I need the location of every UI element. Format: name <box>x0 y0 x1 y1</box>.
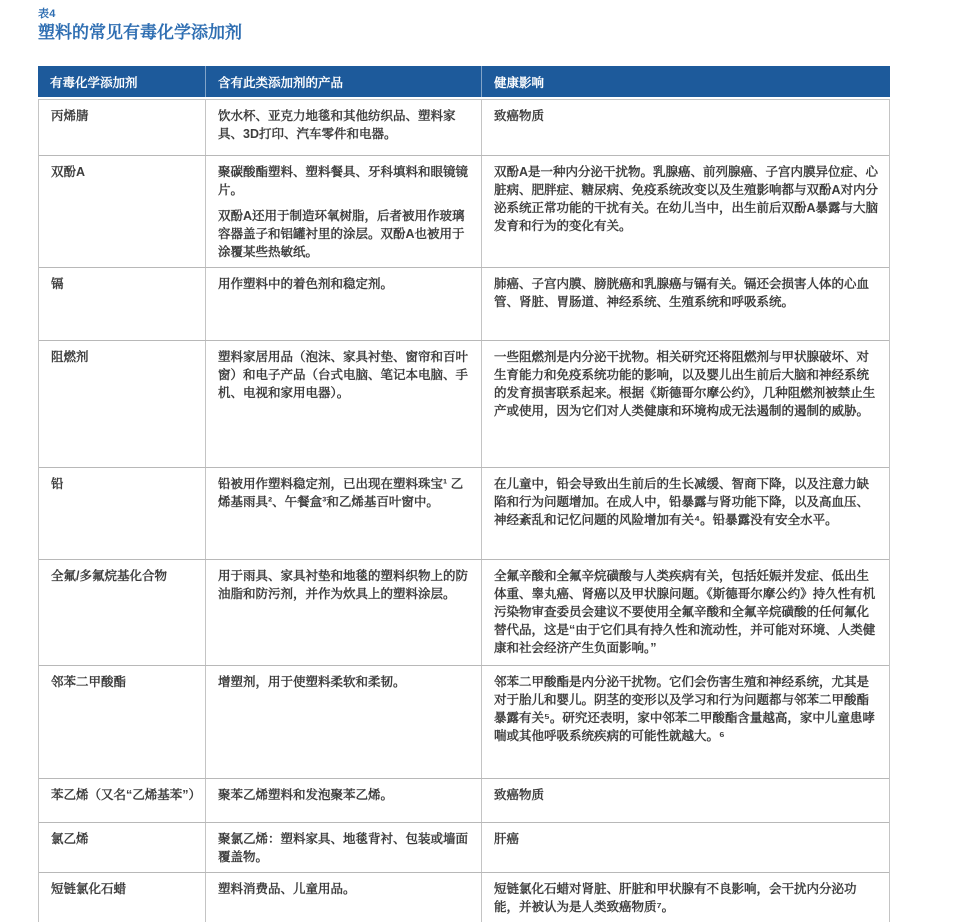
cell-paragraph: 塑料家居用品（泡沫、家具衬垫、窗帘和百叶窗）和电子产品（台式电脑、笔记本电脑、手机、电视和家用电器）。 <box>218 350 469 400</box>
cell-products <box>205 666 481 778</box>
cell-paragraph: 双酚A是一种内分泌干扰物。乳腺癌、前列腺癌、子宫内膜异位症、心脏病、肥胖症、糖尿病、免疫系统改变以及生殖影响都与双酚A对内分泌系统正常功能的干扰有关。在幼儿当中，出生前后双酚A暴露与大脑发育和行为的变化有关。 <box>494 165 879 233</box>
cell-additive-name: 铅 <box>51 477 64 491</box>
cell-paragraph: 在儿童中，铅会导致出生前后的生长减缓、智商下降，以及注意力缺陷和行为问题增加。在成人中，铅暴露与肾功能下降，以及高血压、神经紊乱和记忆问题的风险增加有关⁴。铅暴露没有安全水平。 <box>494 477 870 527</box>
cell-health <box>481 268 889 340</box>
cell-additive-name: 双酚A <box>51 165 86 179</box>
cell-paragraph: 用于雨具、家具衬垫和地毯的塑料织物上的防油脂和防污剂，并作为炊具上的塑料涂层。 <box>218 569 469 601</box>
cell-additive-name: 氯乙烯 <box>51 832 89 846</box>
table-row <box>39 559 889 665</box>
cell-paragraph: 致癌物质 <box>494 109 545 123</box>
cell-products <box>205 779 481 822</box>
cell-products <box>205 268 481 340</box>
table-row <box>39 155 889 267</box>
cell-paragraph: 铅被用作塑料稳定剂，已出现在塑料珠宝¹ 乙烯基雨具²、午餐盒³和乙烯基百叶窗中。 <box>218 477 464 509</box>
table-row <box>39 872 889 922</box>
cell-paragraph: 聚碳酸酯塑料、塑料餐具、牙科填料和眼镜镜片。 <box>218 165 469 197</box>
column-header-products: 含有此类添加剂的产品 <box>205 66 481 97</box>
cell-additive-name: 邻苯二甲酸酯 <box>51 675 127 689</box>
table-row <box>39 778 889 822</box>
cell-health <box>481 779 889 822</box>
table-row <box>39 267 889 340</box>
cell-products <box>205 468 481 559</box>
cell-paragraph: 聚氯乙烯：塑料家具、地毯背衬、包装或墙面覆盖物。 <box>218 832 469 864</box>
cell-health <box>481 341 889 467</box>
table-header-row <box>38 66 890 97</box>
cell-additive-name: 苯乙烯（又名“乙烯基苯”） <box>51 788 202 802</box>
cell-health <box>481 666 889 778</box>
cell-health <box>481 823 889 872</box>
cell-paragraph: 饮水杯、亚克力地毯和其他纺织品、塑料家具、3D打印、汽车零件和电器。 <box>218 109 456 141</box>
table-row <box>39 822 889 872</box>
cell-additive-name: 短链氯化石蜡 <box>51 882 127 896</box>
cell-paragraph: 聚苯乙烯塑料和发泡聚苯乙烯。 <box>218 788 394 802</box>
table-body <box>38 99 890 922</box>
cell-paragraph: 一些阻燃剂是内分泌干扰物。相关研究还将阻燃剂与甲状腺破坏、对生育能力和免疫系统功能的影响，以及婴儿出生前后大脑和神经系统的发育损害联系起来。根据《斯德哥尔摩公约》，几种阻燃剂被禁止生产或使用，因为它们对人类健康和环境构成无法遏制的遏制的威胁。 <box>494 350 876 418</box>
table-row <box>39 665 889 778</box>
cell-products <box>205 560 481 665</box>
cell-products <box>205 873 481 922</box>
cell-paragraph: 致癌物质 <box>494 788 545 802</box>
cell-health <box>481 156 889 267</box>
cell-paragraph: 肺癌、子宫内膜、膀胱癌和乳腺癌与镉有关。镉还会损害人体的心血管、肾脏、胃肠道、神经系统、生殖系统和呼吸系统。 <box>494 277 870 309</box>
cell-products <box>205 823 481 872</box>
table-row <box>39 100 889 155</box>
cell-paragraph: 塑料消费品、儿童用品。 <box>218 882 356 896</box>
cell-products <box>205 341 481 467</box>
cell-paragraph: 增塑剂，用于使塑料柔软和柔韧。 <box>218 675 406 689</box>
table-row <box>39 467 889 559</box>
cell-paragraph: 用作塑料中的着色剂和稳定剂。 <box>218 277 394 291</box>
cell-additive-name: 丙烯腈 <box>51 109 89 123</box>
cell-health <box>481 560 889 665</box>
cell-additive-name: 全氟/多氟烷基化合物 <box>51 569 167 583</box>
cell-additive-name: 阻燃剂 <box>51 350 89 364</box>
table-label: 表4 <box>38 8 56 20</box>
cell-products <box>205 100 481 155</box>
toxic-additives-table <box>38 66 890 922</box>
table-row <box>39 340 889 467</box>
cell-health <box>481 100 889 155</box>
column-header-additive: 有毒化学添加剂 <box>50 76 138 90</box>
cell-paragraph: 双酚A还用于制造环氧树脂，后者被用作玻璃容器盖子和铝罐衬里的涂层。双酚A也被用于涂覆某些热敏纸。 <box>218 209 465 259</box>
cell-paragraph: 邻苯二甲酸酯是内分泌干扰物。它们会伤害生殖和神经系统，尤其是对于胎儿和婴儿。阴茎的变形以及学习和行为问题都与邻苯二甲酸酯暴露有关⁵。研究还表明，家中邻苯二甲酸酯含量越高，家中儿童患哮喘或其他呼吸系统疾病的可能性就越大。⁶ <box>494 675 875 743</box>
cell-health <box>481 468 889 559</box>
cell-paragraph: 肝癌 <box>494 832 520 846</box>
cell-paragraph: 全氟辛酸和全氟辛烷磺酸与人类疾病有关，包括妊娠并发症、低出生体重、睾丸癌、肾癌以及甲状腺问题。《斯德哥尔摩公约》持久性有机污染物审查委员会建议不要使用全氟辛酸和全氟辛烷磺酸的任何氟化替代品，这是“由于它们具有持久性和流动性，并可能对环境、人类健康和社会经济产生负面影响。” <box>494 569 876 655</box>
cell-health <box>481 873 889 922</box>
cell-additive-name: 镉 <box>51 277 64 291</box>
cell-products <box>205 156 481 267</box>
cell-paragraph: 短链氯化石蜡对肾脏、肝脏和甲状腺有不良影响，会干扰内分泌功能，并被认为是人类致癌物质⁷。 <box>494 882 857 914</box>
page-title: 塑料的常见有毒化学添加剂 <box>38 23 242 42</box>
column-header-health: 健康影响 <box>481 66 890 97</box>
